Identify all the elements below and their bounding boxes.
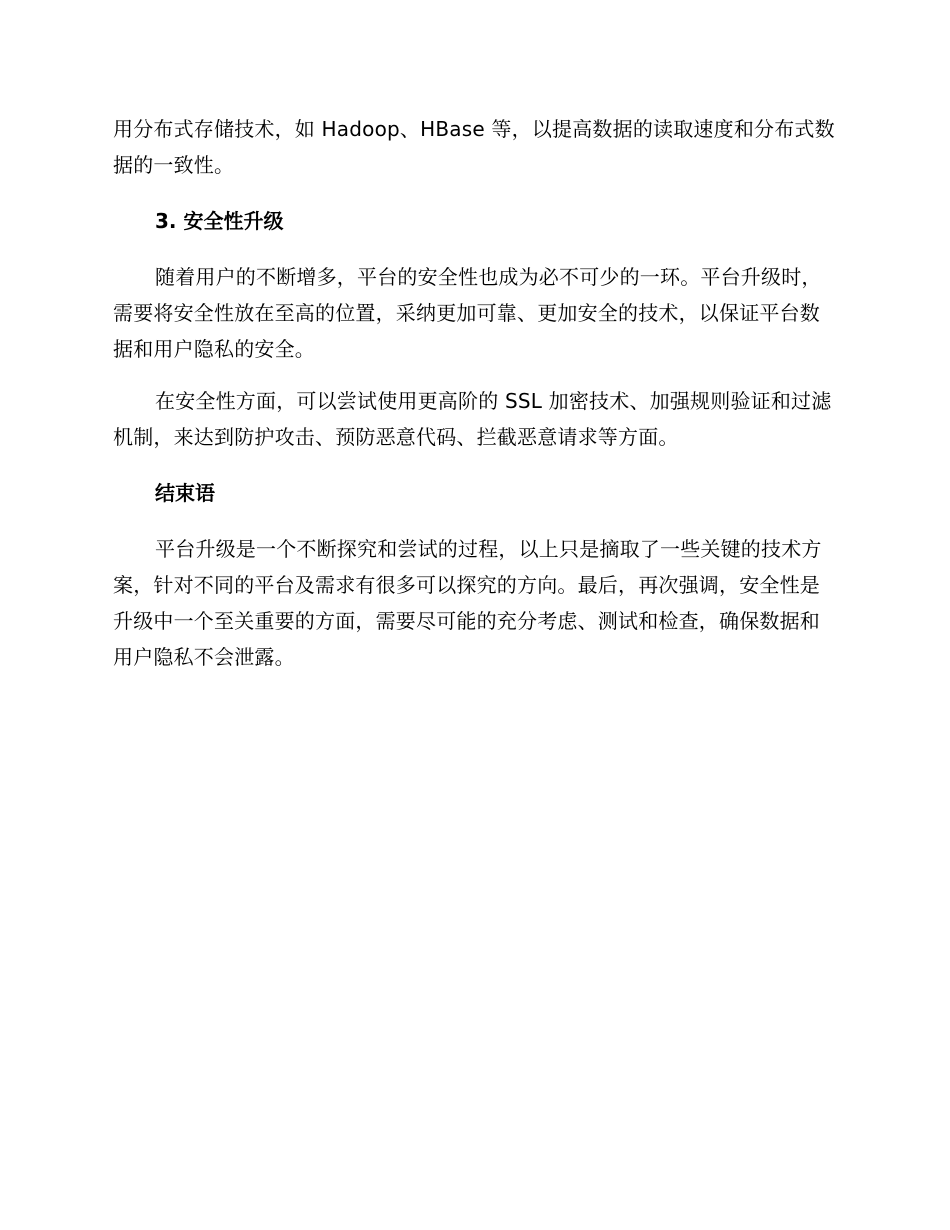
section-heading-security-upgrade: 3. 安全性升级 — [155, 209, 284, 233]
paragraph-security-importance: 随着用户的不断增多，平台的安全性也成为必不可少的一环。平台升级时，需要将安全性放在至高的位置，采纳更加可靠、更加安全的技术，以保证平台数据和用户隐私的安全。 — [113, 265, 822, 361]
paragraph-security-measures: 在安全性方面，可以尝试使用更高阶的 SSL 加密技术、加强规则验证和过滤机制，来达到防护攻击、预防恶意代码、拦截恶意请求等方面。 — [113, 389, 832, 449]
paragraph-distributed-storage: 用分布式存储技术，如 Hadoop、HBase 等，以提高数据的读取速度和分布式数据的一致性。 — [113, 117, 835, 177]
document-body — [113, 111, 838, 675]
paragraph-conclusion: 平台升级是一个不断探究和尝试的过程，以上只是摘取了一些关键的技术方案，针对不同的平台及需求有很多可以探究的方向。最后，再次强调，安全性是升级中一个至关重要的方面，需要尽可能的充分考虑、测试和检查，确保数据和用户隐私不会泄露。 — [113, 537, 822, 669]
section-heading-conclusion: 结束语 — [155, 481, 215, 505]
